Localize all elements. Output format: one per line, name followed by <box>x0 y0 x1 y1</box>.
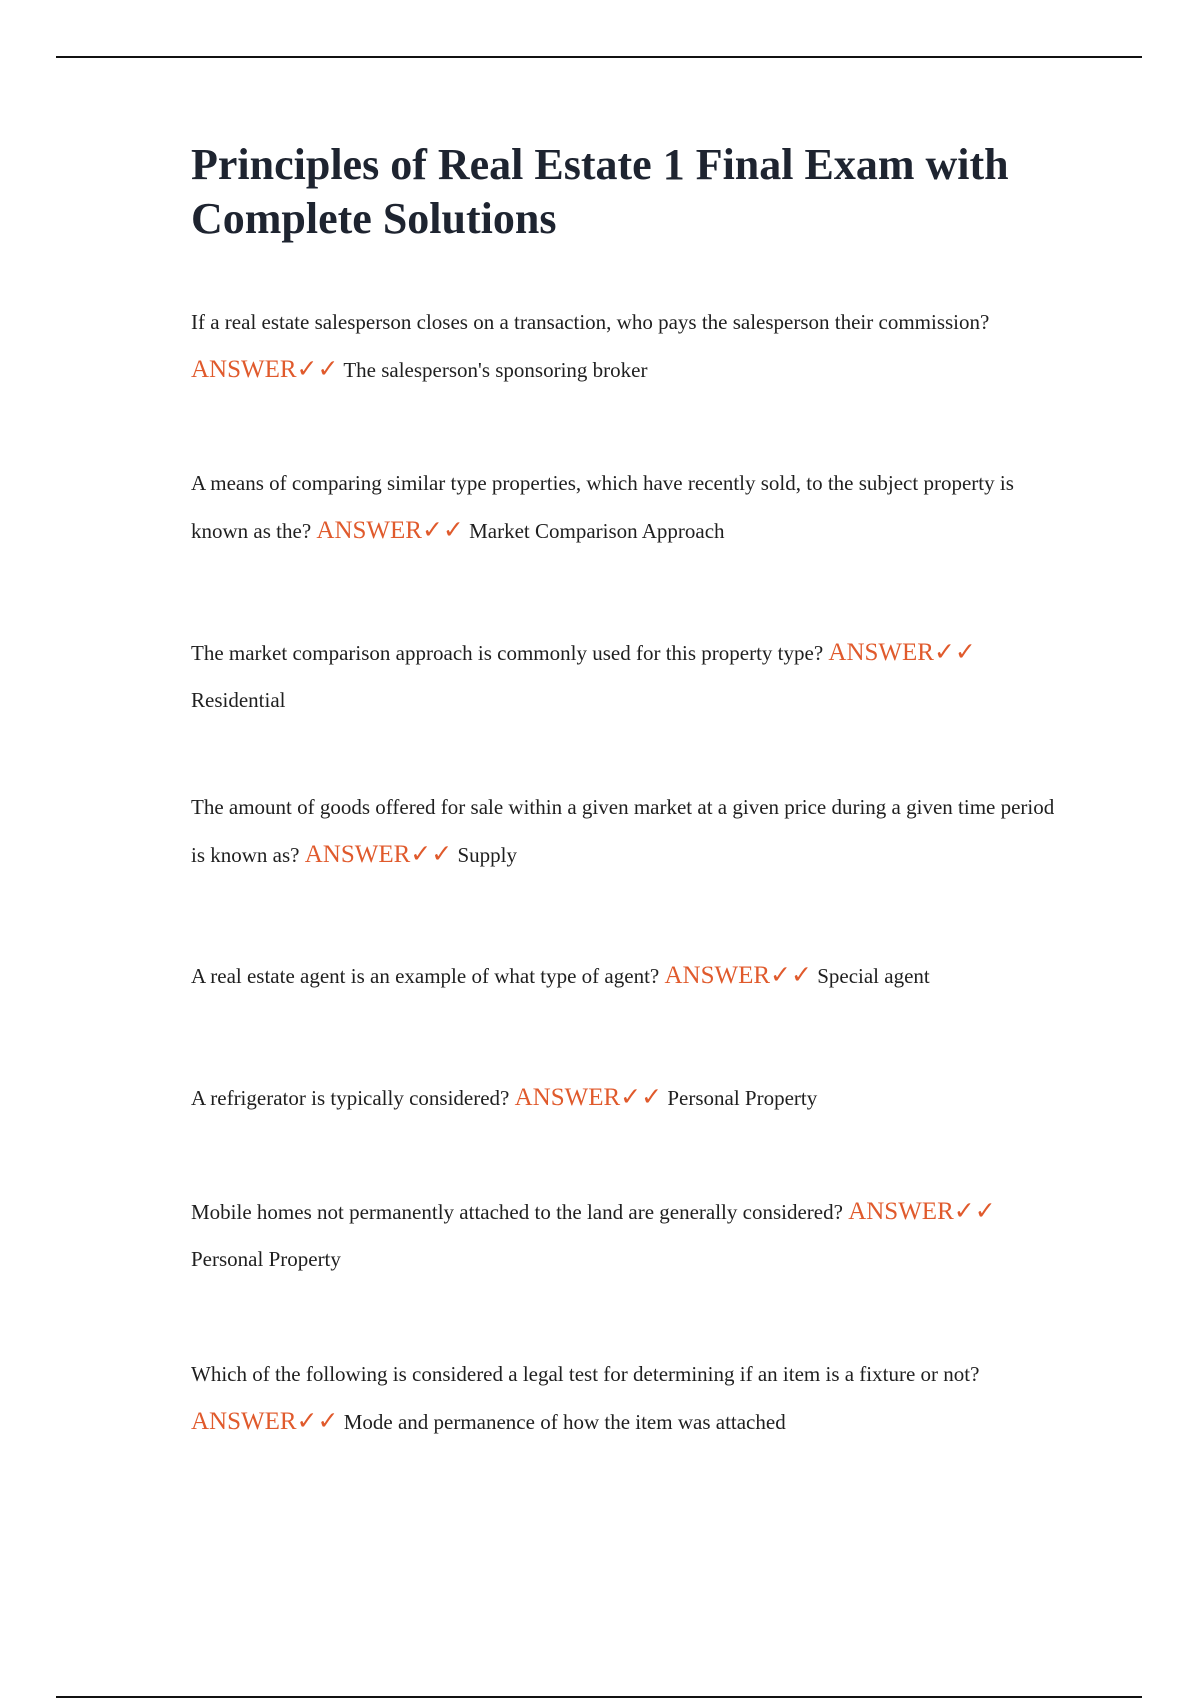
answer-text: Residential <box>191 688 286 712</box>
question-text: Mobile homes not permanently attached to the land are generally considered? <box>191 1200 843 1224</box>
qa-item <box>191 460 1071 555</box>
answer-tag: ANSWER✓✓ <box>191 1408 339 1435</box>
question-text: Which of the following is considered a legal test for determining if an item is a fixture or not? <box>191 1362 980 1386</box>
answer-text: Special agent <box>817 964 930 988</box>
answer-text: Market Comparison Approach <box>469 519 725 543</box>
bottom-rule <box>56 1696 1142 1698</box>
page-title: Principles of Real Estate 1 Final Exam with Complete Solutions <box>191 140 1009 243</box>
question-text: The market comparison approach is commonly used for this property type? <box>191 641 824 665</box>
qa-item <box>191 1351 1071 1446</box>
question-text: A real estate agent is an example of what type of agent? <box>191 964 660 988</box>
answer-tag: ANSWER✓✓ <box>848 1198 996 1225</box>
answer-text: Supply <box>457 843 517 867</box>
answer-tag: ANSWER✓✓ <box>514 1084 663 1111</box>
question-text: A means of comparing similar type properties, which have recently sold, to the subject property is known as the? <box>191 471 1014 543</box>
qa-item <box>191 952 1071 1000</box>
qa-item <box>191 784 1071 879</box>
answer-tag: ANSWER✓✓ <box>828 639 976 666</box>
answer-tag: ANSWER✓✓ <box>664 962 812 989</box>
answer-text: Mode and permanence of how the item was attached <box>343 1410 786 1434</box>
answer-tag: ANSWER✓✓ <box>316 517 464 544</box>
qa-list <box>191 299 1071 1446</box>
answer-tag: ANSWER✓✓ <box>304 841 453 868</box>
qa-item <box>191 299 1071 394</box>
answer-tag: ANSWER✓✓ <box>191 356 339 383</box>
qa-item <box>191 1074 1071 1122</box>
top-rule <box>56 56 1142 58</box>
qa-item <box>191 1188 1071 1283</box>
answer-text: The salesperson's sponsoring broker <box>343 358 648 382</box>
answer-text: Personal Property <box>667 1086 818 1110</box>
question-text: A refrigerator is typically considered? <box>191 1086 510 1110</box>
qa-item <box>191 629 1071 724</box>
answer-text: Personal Property <box>191 1247 341 1271</box>
question-text: The amount of goods offered for sale within a given market at a given price during a given time period is known as? <box>191 795 1055 867</box>
document-body <box>191 138 1071 1446</box>
question-text: If a real estate salesperson closes on a transaction, who pays the salesperson their commission? <box>191 310 990 334</box>
